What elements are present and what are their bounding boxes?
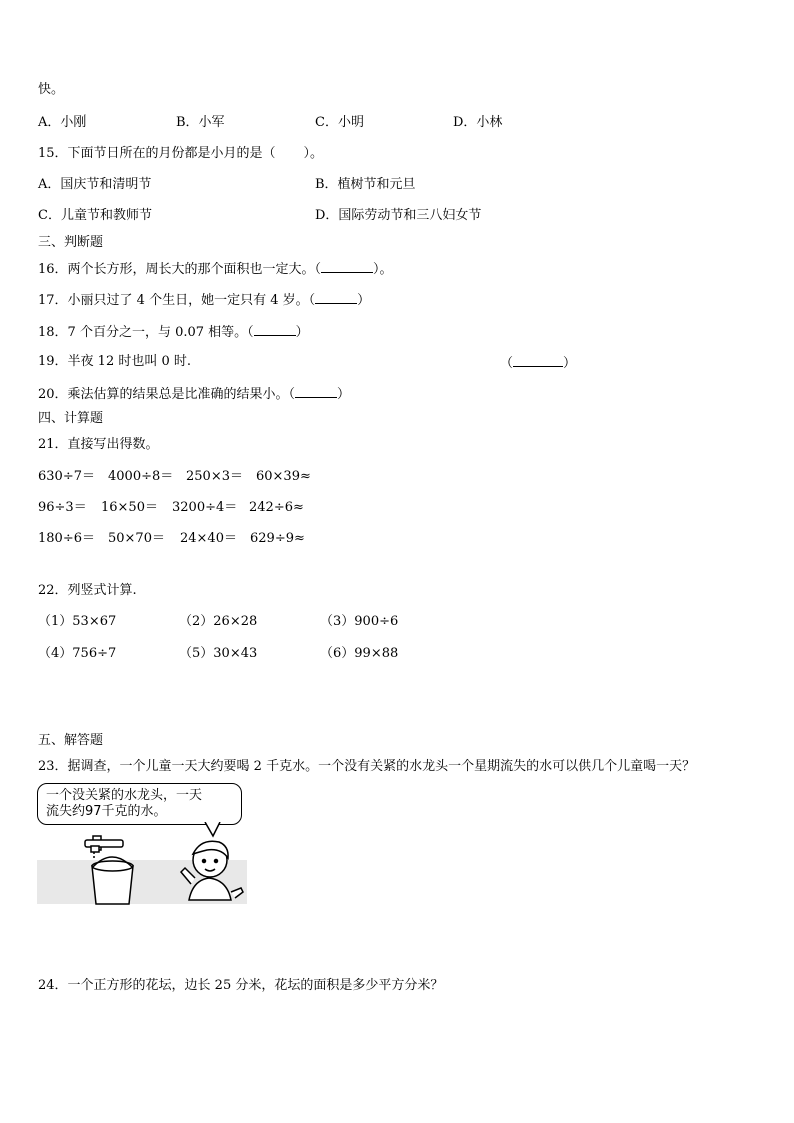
q21-item: 16×50＝ <box>101 500 158 515</box>
q18-answer-blank[interactable] <box>254 323 296 336</box>
q22-item: （1）53×67 <box>38 614 117 629</box>
q22-stem: 22．列竖式计算. <box>38 583 137 598</box>
q14-option-c: C．小明 <box>315 115 364 130</box>
q15-option-c: C．儿童节和教师节 <box>38 208 152 223</box>
q20-answer-blank[interactable] <box>295 385 337 398</box>
q17 <box>38 291 370 309</box>
q16 <box>38 260 393 278</box>
q20-end: ） <box>337 387 351 402</box>
q24-stem: 24．一个正方形的花坛，边长 25 分米，花坛的面积是多少平方分米？ <box>38 978 444 993</box>
q15-stem-start: 15．下面节日所在的月份都是小月的是（ <box>38 146 276 161</box>
section-4-heading: 四、计算题 <box>38 411 104 426</box>
q15-option-d: D．国际劳动节和三八妇女节 <box>315 208 482 223</box>
faucet-icon <box>85 836 123 858</box>
q19-paren-left: （ <box>500 356 514 371</box>
q22-item: （2）26×28 <box>179 614 258 629</box>
bucket-icon <box>92 857 133 904</box>
q22-item: （5）30×43 <box>179 646 258 661</box>
q19-text: 19．半夜 12 时也叫 0 时. <box>38 354 192 369</box>
q21-item: 3200÷4＝ <box>172 500 238 515</box>
speech-bubble-text <box>46 788 202 820</box>
q18-end: ） <box>295 325 309 340</box>
q22-item: （3）900÷6 <box>320 614 399 629</box>
speech-bubble-line-1: 一个没关紧的水龙头，一天 <box>46 788 203 803</box>
q15-stem <box>38 146 323 162</box>
q14-option-b: B．小军 <box>176 115 225 130</box>
q16-answer-blank[interactable] <box>321 260 373 273</box>
q17-answer-blank[interactable] <box>315 291 357 304</box>
q21-item: 180÷6＝ <box>38 531 95 546</box>
q21-item: 4000÷8＝ <box>108 469 174 484</box>
q22-item: （4）756÷7 <box>38 646 117 661</box>
q17-text: 17．小丽只过了 4 个生日，她一定只有 4 岁。（ <box>38 293 316 308</box>
q18 <box>38 323 309 341</box>
q19-paren-right: ） <box>563 356 577 371</box>
q21-item: 629÷9≈ <box>250 531 305 546</box>
speech-bubble <box>37 783 242 825</box>
q21-item: 24×40＝ <box>180 531 237 546</box>
q18-text: 18．7 个百分之一，与 0.07 相等。（ <box>38 325 254 340</box>
q21-stem: 21．直接写出得数。 <box>38 437 159 452</box>
q21-item: 60×39≈ <box>256 469 311 484</box>
section-3-heading: 三、判断题 <box>38 235 104 250</box>
q20-text: 20．乘法估算的结果总是比准确的结果小。（ <box>38 387 296 402</box>
q16-end: ）。 <box>373 262 393 277</box>
q23-illustration <box>37 822 247 906</box>
q22-item: （6）99×88 <box>320 646 399 661</box>
q14-option-a: A．小刚 <box>38 115 87 130</box>
q20 <box>38 385 350 403</box>
q14-option-d: D．小林 <box>453 115 503 130</box>
q14-tail: 快。 <box>38 82 65 97</box>
q19-answer <box>500 354 576 372</box>
q21-item: 630÷7＝ <box>38 469 95 484</box>
q17-end: ） <box>357 293 371 308</box>
q21-item: 250×3＝ <box>186 469 243 484</box>
q21-item: 96÷3＝ <box>38 500 87 515</box>
q21-item: 50×70＝ <box>108 531 165 546</box>
q16-text: 16．两个长方形，周长大的那个面积也一定大。（ <box>38 262 322 277</box>
speech-bubble-line-2: 流失约97千克的水。 <box>46 804 167 819</box>
q23-stem: 23．据调查，一个儿童一天大约要喝 2 千克水。一个没有关紧的水龙头一个星期流失的水可以供几个儿童喝一天？ <box>38 759 696 774</box>
q21-item: 242÷6≈ <box>249 500 304 515</box>
q15-option-a: A．国庆节和清明节 <box>38 177 152 192</box>
q19-answer-blank[interactable] <box>513 354 563 367</box>
section-5-heading: 五、解答题 <box>38 733 104 748</box>
q15-stem-end: ）。 <box>303 146 324 161</box>
speech-bubble-tail <box>205 822 220 836</box>
q15-option-b: B．植树节和元旦 <box>315 177 416 192</box>
